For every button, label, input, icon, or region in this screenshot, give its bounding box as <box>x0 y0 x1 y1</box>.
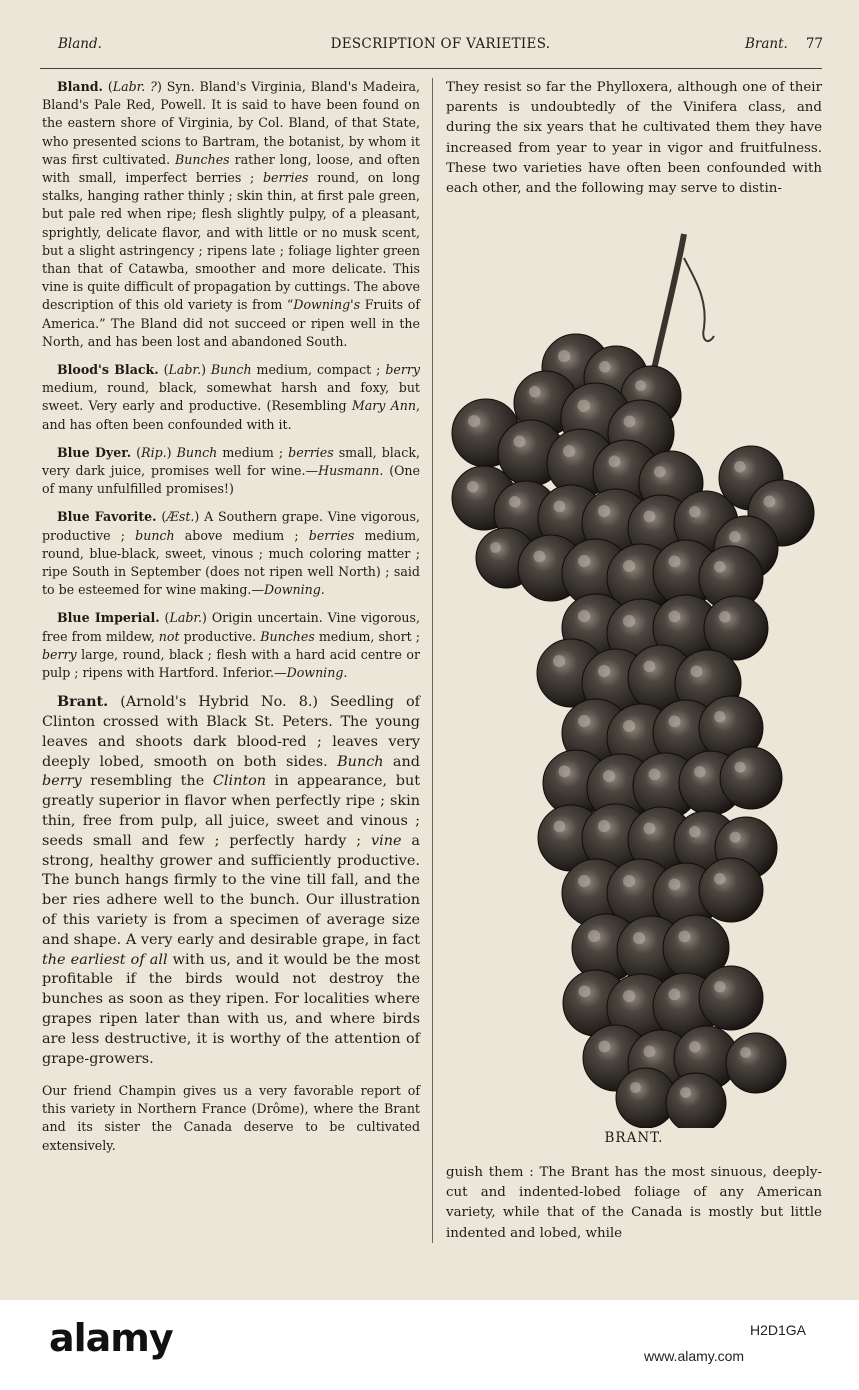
berry-highlight <box>598 820 610 832</box>
text-run: resembling the <box>81 773 213 790</box>
berry-highlight <box>680 1087 691 1098</box>
text-run: a strong, healthy grower and sufficiently productive. The bunch hangs firmly to the vine till fall, and the ber ries adhere well to the bunch. Our illustration of this variety is from a specimen of average size and shape. A very early and desirable grape, in fact <box>42 832 421 948</box>
running-head <box>58 36 823 56</box>
italic-run: Clinton <box>212 773 267 790</box>
italic-run: Downing's <box>293 297 361 313</box>
entry-blue-dyer <box>42 444 420 499</box>
text-run: and <box>383 753 420 770</box>
berry-highlight <box>734 461 746 473</box>
headword-bloods-black: Blood's Black. <box>57 362 159 378</box>
text-run: medium, compact ; <box>251 362 386 378</box>
berry-highlight <box>633 932 645 944</box>
text-run: medium, short ; <box>314 628 421 644</box>
berry-highlight <box>623 720 635 732</box>
text-run: ) Origin uncertain. Vine vigorous, free from mildew, <box>42 610 420 644</box>
berry-highlight <box>689 1041 701 1053</box>
italic-run: —Downing. <box>274 665 348 681</box>
header-right-word: Brant. <box>744 36 788 52</box>
right-column-top-text: They resist so far the Phylloxera, although one of their parents is undoubtedly of the Vinifera class, and during the six years that he cultivated them they have increased from year to year in vigor and fruitfulness. These two varieties have often been confounded with each other, and the following may serve to distin- <box>446 80 822 197</box>
classification: Labr. <box>169 610 203 626</box>
entry-brant <box>42 692 420 1069</box>
italic-run: Mary Ann <box>351 398 416 414</box>
italic-run: Bunch <box>210 362 252 378</box>
page-number: 77 <box>805 36 823 52</box>
berry-highlight <box>509 496 521 508</box>
alamy-logo: alamy <box>49 1316 173 1360</box>
berry-highlight <box>691 666 703 678</box>
italic-run: Bunches <box>175 151 230 167</box>
berry-highlight <box>730 832 741 843</box>
stem <box>652 234 684 378</box>
berry-highlight <box>689 506 701 518</box>
paragraph-champin: Our friend Champin gives us a very favorable report of this variety in Northern France (Drôme), where the Brant and its sister the Canada deserve to be cultivated extensively. <box>42 1083 420 1153</box>
image-code: H2D1GA <box>750 1322 807 1338</box>
berry-highlight <box>719 611 731 623</box>
stem-tendril <box>684 258 714 341</box>
berry-highlight <box>514 436 526 448</box>
berry-highlight <box>623 615 635 627</box>
berry-highlight <box>599 361 611 373</box>
left-column <box>42 78 420 1167</box>
headword-blue-favorite: Blue Favorite. <box>57 509 157 525</box>
entry-bland <box>42 78 420 351</box>
berry-highlight <box>679 931 691 943</box>
berry-highlight <box>468 415 480 427</box>
text-run: (Arnold's Hybrid No. 8.) Seedling of Clinton crossed with Black St. Peters. The young leaves and shoots dark blood-red ; leaves very deeply lobed, smooth on both sides. <box>42 694 420 770</box>
text-run: medium, round, black, somewhat harsh and foxy, but sweet. Very early and productive. (Resembling <box>42 380 420 414</box>
berry-highlight <box>624 416 636 428</box>
grape-berry <box>726 1033 786 1093</box>
berry-highlight <box>578 875 590 887</box>
berry-highlight <box>644 661 656 673</box>
grape-berry <box>699 858 763 922</box>
berry-highlight <box>534 551 546 563</box>
text-run: with us, and it would be the most profitable if the birds would not destroy the bunches as soon as they ripen. For localities where grapes ripen later than with us, and where birds are less destructive, it is worthy of the attention of grape-growers. <box>42 951 420 1067</box>
text-run: medium ; <box>217 444 289 460</box>
italic-run: vine <box>371 832 402 849</box>
italic-run: berry <box>385 362 420 378</box>
illustration-caption: BRANT. <box>604 1130 664 1146</box>
berry-highlight <box>729 531 741 543</box>
text-run: small, black, very dark juice, promises well for wine.— <box>42 444 420 479</box>
berry-highlight <box>623 875 635 887</box>
italic-run: bunch <box>135 527 175 543</box>
classification: Rip. <box>141 444 167 460</box>
text-run: ( <box>159 610 170 626</box>
berry-highlight <box>598 665 610 677</box>
italic-run: not <box>158 628 180 644</box>
text-run: (One of many unfulfilled promises!) <box>42 463 420 497</box>
berry-highlight <box>714 981 726 993</box>
berry-highlight <box>578 555 590 567</box>
berry-highlight <box>623 560 635 572</box>
text-run: ( <box>131 444 142 460</box>
berry-highlight <box>554 501 566 513</box>
watermark-url: www.alamy.com <box>644 1348 745 1364</box>
berry-highlight <box>669 611 681 623</box>
berry-highlight <box>529 386 541 398</box>
berry-highlight <box>654 466 666 478</box>
grape-berry <box>720 747 782 809</box>
text-run: medium, round, blue-black, sweet, vinous ; much coloring matter ; ripe South in September (does not ripen well North) ; said to be esteemed for wine making. <box>42 527 421 598</box>
text-run: , and has often been confounded with it. <box>42 398 421 432</box>
column-rule <box>432 78 433 1243</box>
headword-brant: Brant. <box>57 693 109 711</box>
text-run: productive. <box>179 628 261 644</box>
grape-cluster <box>452 334 814 1128</box>
header-left-word: Bland. <box>58 36 102 52</box>
headword-blue-dyer: Blue Dyer. <box>57 444 132 460</box>
text-run: above medium ; <box>174 527 309 543</box>
berry-highlight <box>490 542 501 553</box>
italic-run: berries <box>263 170 309 186</box>
berry-highlight <box>714 561 726 573</box>
header-title: DESCRIPTION OF VARIETIES. <box>330 36 551 52</box>
berry-highlight <box>644 1046 656 1058</box>
text-run: ) <box>166 444 177 460</box>
berry-highlight <box>578 610 590 622</box>
headword-blue-imperial: Blue Imperial. <box>57 610 160 626</box>
berry-highlight <box>578 715 590 727</box>
text-run: Fruits of America.” The Bland did not succeed or ripen well in the North, and has been lost and abandoned South. <box>42 297 420 349</box>
berry-highlight <box>649 769 661 781</box>
berry-highlight <box>603 770 615 782</box>
text-run: large, round, black ; flesh with a hard acid centre or pulp ; ripens with Hartford. Inferior. <box>42 646 420 681</box>
berry-highlight <box>630 1082 641 1093</box>
right-column-bottom-text: guish them : The Brant has the most sinuous, deeply-cut and indented-lobed foliage of any American variety, while that of the Canada is mostly but little indented and lobed, while <box>446 1165 822 1241</box>
berry-highlight <box>740 1047 751 1058</box>
italic-run: berries <box>308 527 355 543</box>
berry-highlight <box>599 1041 611 1053</box>
berry-highlight <box>553 655 565 667</box>
berry-highlight <box>714 873 726 885</box>
headword-bland: Bland. <box>57 79 103 94</box>
text-run: rather long, loose, and often with small, imperfect berries ; <box>42 151 421 186</box>
berry-highlight <box>644 823 656 835</box>
berry-highlight <box>764 496 776 508</box>
berry-highlight <box>598 505 610 517</box>
berry-highlight <box>635 380 646 391</box>
berry-highlight <box>579 986 591 998</box>
berry-highlight <box>609 456 621 468</box>
berry-highlight <box>735 762 746 773</box>
berry-highlight <box>623 990 635 1002</box>
text-run: round, on long stalks, hanging rather thinly ; skin thin, at first pale green, but pale red when ripe; flesh slightly pulpy, of a pleasant, sprightly, delicate flavor, and with little or no musk scent, but a slight astringency ; ripens late ; foliage lighter green than that of Catawba, smoother and more delicate. This vine is quite difficult of propagation by cuttings. The above description of this old variety is from “ <box>42 170 421 313</box>
berry-highlight <box>577 399 590 412</box>
italic-run: Husmann. <box>318 463 384 479</box>
text-run: ( <box>156 509 167 525</box>
berry-highlight <box>554 821 566 833</box>
berry-highlight <box>689 826 701 838</box>
berry-highlight <box>714 711 726 723</box>
italic-run: —Downing. <box>251 582 325 598</box>
berry-highlight <box>644 511 656 523</box>
berry-highlight <box>669 989 681 1001</box>
text-run: ( <box>158 362 169 378</box>
berry-highlight <box>559 766 571 778</box>
text-run: ) Syn. Bland's Virginia, Bland's Madeira, Bland's Pale Red, Powell. It is said to have been found on the eastern shore of Virginia, by Col. Bland, of that State, who presented scions to Bartram, the botanist, by whom it was first cultivated. <box>42 79 421 167</box>
italic-run: the earliest of all <box>42 951 168 968</box>
classification: Labr. <box>168 362 202 378</box>
berry-highlight <box>558 350 570 362</box>
berry-highlight <box>669 716 681 728</box>
header-right <box>745 36 823 52</box>
italic-run: Bunch <box>176 444 218 460</box>
italic-run: Bunches <box>260 628 315 644</box>
text-run: in appearance, but greatly superior in flavor when perfectly ripe ; skin thin, free from pulp, all juice, sweet and vinous ; seeds small and few ; perfectly hardy ; <box>42 773 420 849</box>
entry-blue-favorite <box>42 508 420 599</box>
berry-highlight <box>669 556 681 568</box>
text-run: ) <box>201 362 211 378</box>
berry-highlight <box>563 445 575 457</box>
italic-run: berries <box>288 444 334 460</box>
berry-highlight <box>694 766 706 778</box>
berry-highlight <box>669 879 681 891</box>
italic-run: Bunch <box>337 753 384 770</box>
entry-blue-imperial <box>42 609 420 682</box>
berry-highlight <box>467 481 479 493</box>
italic-run: berry <box>42 646 77 662</box>
grape-berry <box>699 966 763 1030</box>
entry-bloods-black <box>42 361 420 434</box>
grape-berry <box>666 1073 726 1128</box>
text-run: ) A Southern grape. Vine vigorous, productive ; <box>42 509 421 543</box>
header-rule <box>40 68 822 69</box>
italic-run: berry <box>42 773 82 790</box>
brant-grape-illustration <box>446 228 822 1128</box>
berry-highlight <box>588 930 600 942</box>
classification: Æst. <box>166 509 195 525</box>
classification: Labr. ? <box>112 79 157 94</box>
text-run: ( <box>102 79 113 94</box>
